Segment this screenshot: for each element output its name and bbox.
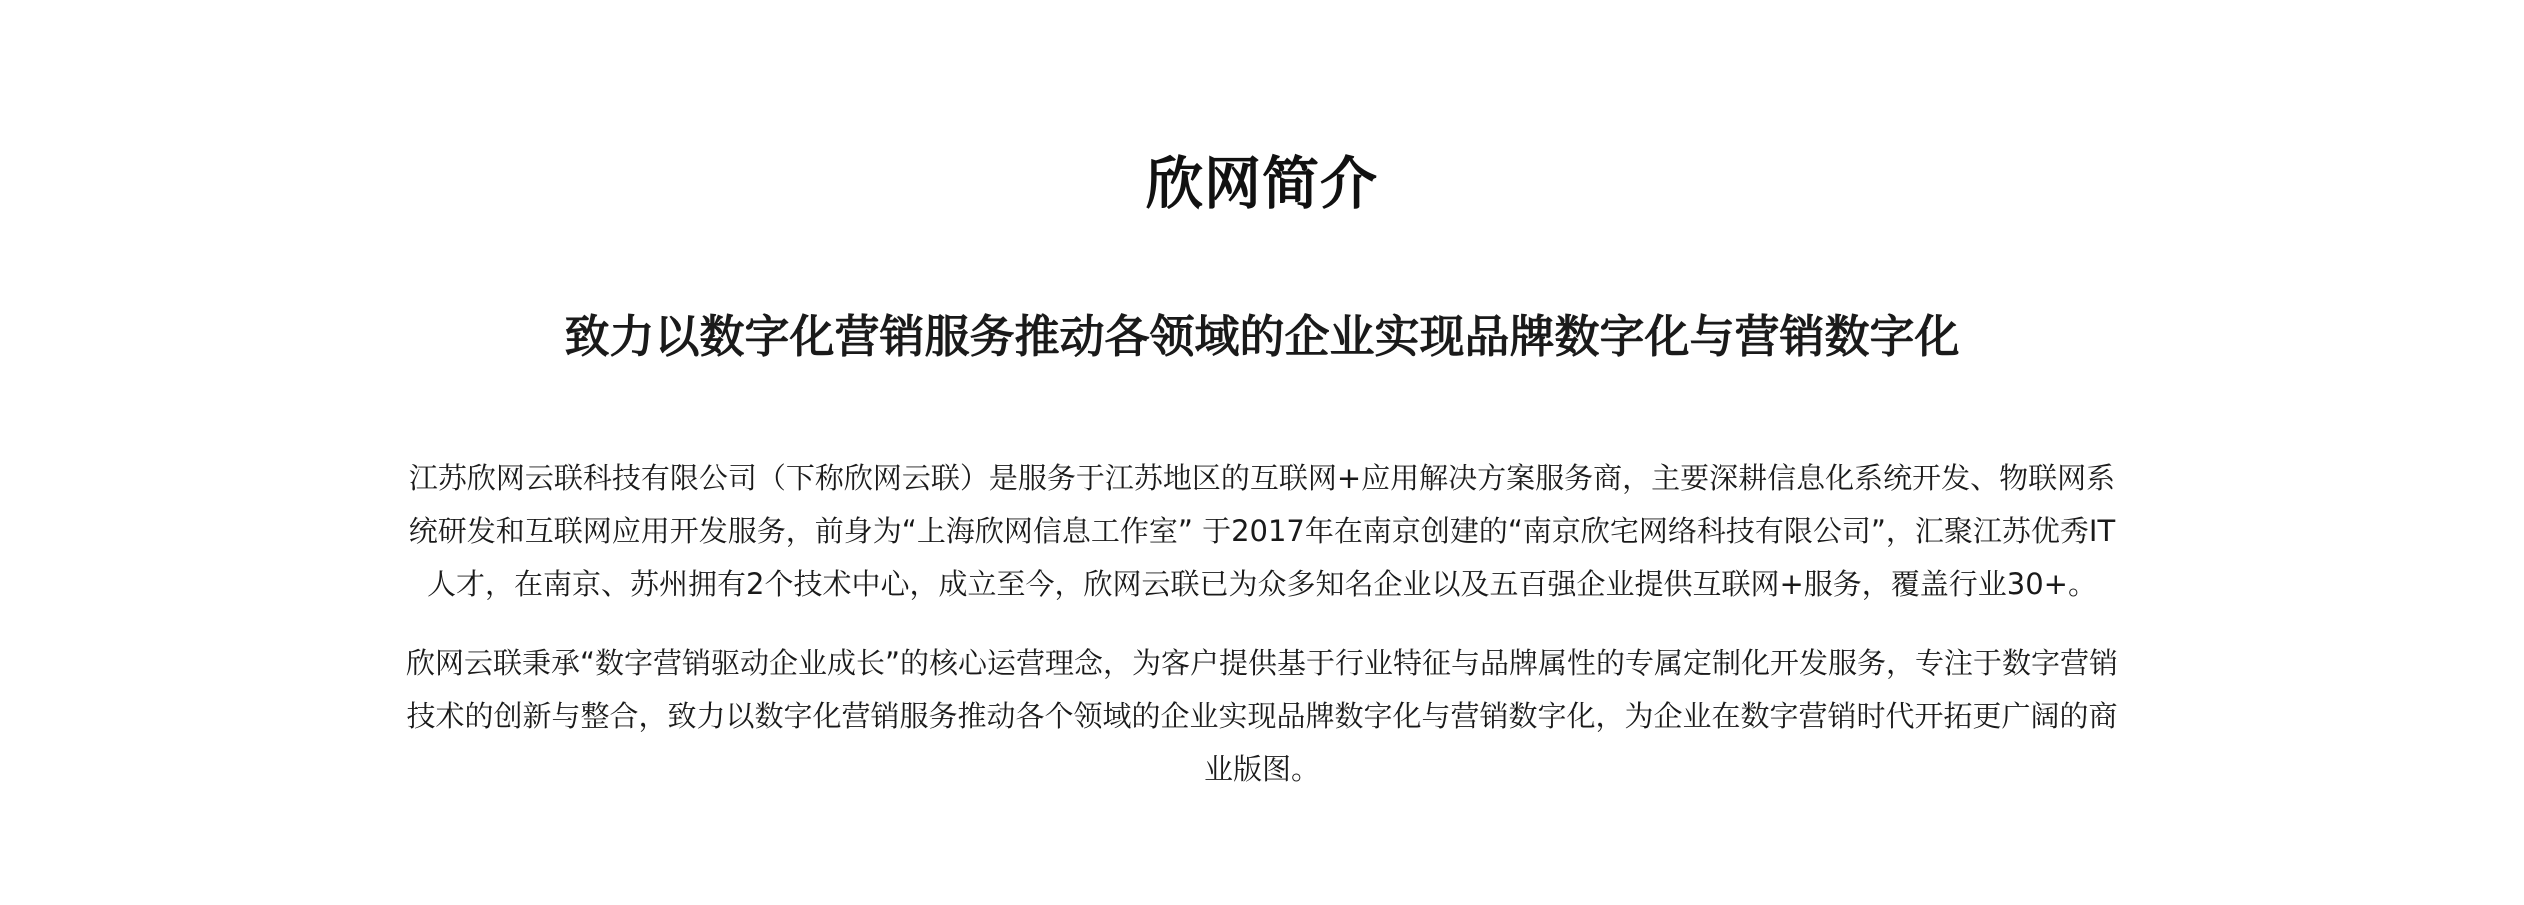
page-subtitle: 致力以数字化营销服务推动各领域的企业实现品牌数字化与营销数字化 bbox=[564, 310, 1960, 363]
page-title: 欣网简介 bbox=[1146, 151, 1378, 217]
intro-paragraph: 江苏欣网云联科技有限公司（下称欣网云联）是服务于江苏地区的互联网+应用解决方案服务商，主要深耕信息化系统开发、物联网系统研发和互联网应用开发服务，前身为“上海欣网信息工作室” 于2017年在南京创建的“南京欣宅网络科技有限公司”，汇聚江苏优秀IT人才，在南京、苏州拥有2个技术中心，成立至今，欣网云联已为众多知名企业以及五百强企业提供互联网+服务，覆盖行业30+。 bbox=[408, 461, 2116, 601]
philosophy-paragraph: 欣网云联秉承“数字营销驱动企业成长”的核心运营理念，为客户提供基于行业特征与品牌属性的专属定制化开发服务，专注于数字营销技术的创新与整合，致力以数字化营销服务推动各个领域的企业实现品牌数字化与营销数字化，为企业在数字营销时代开拓更广阔的商业版图。 bbox=[405, 646, 2119, 786]
about-body bbox=[395, 452, 2129, 822]
